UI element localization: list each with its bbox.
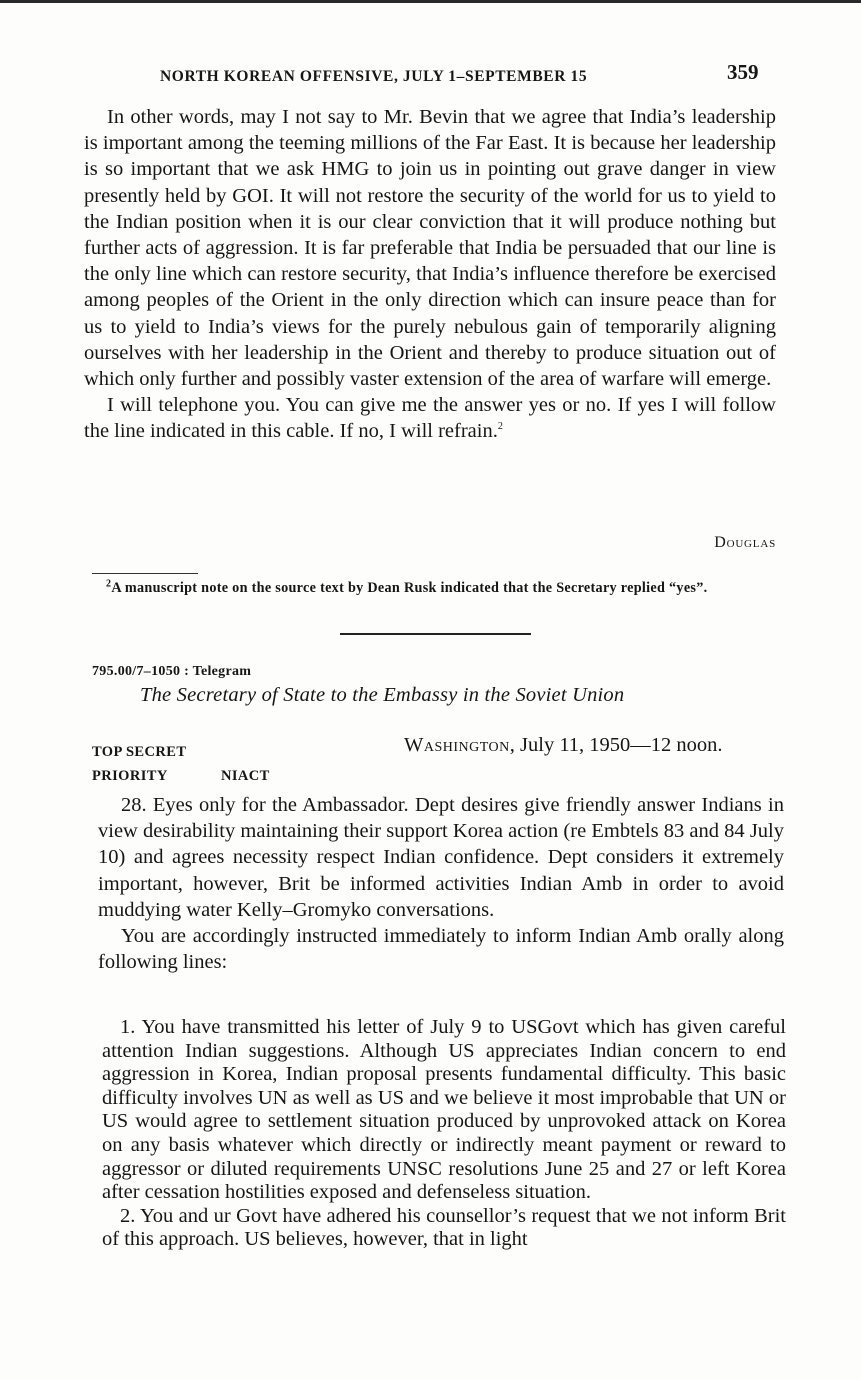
letter-body (84, 104, 776, 445)
numbered-item (102, 1205, 786, 1252)
dateline (404, 734, 723, 757)
dateline-place: Washington (404, 734, 510, 756)
paragraph-text: I will telephone you. You can give me the answer yes or no. If yes I will follow the line indicated in this cable. If no, I will refrain. (84, 394, 776, 443)
item-text: 1. You have transmitted his letter of July 9 to USGovt which has given careful attention Indian suggestions. Although US appreciates Indian concern to end aggression in Korea, Indian proposal presents fundamental difficulty. This basic difficulty involves UN as well as US and we believe it most improbable that UN or US would agree to settlement situation produced by unprovoked attack on Korea on any basis whatever which directly or indirectly meant payment or reward to aggressor or diluted requirements UNSC resolutions June 25 and 27 or left Korea after cessation hostilities exposed and defenseless situation. (102, 1016, 786, 1204)
signature: Douglas (714, 534, 776, 551)
item-text: 2. You and ur Govt have adhered his counsellor’s request that we not inform Brit of this approach. US believes, however, that in light (102, 1204, 786, 1251)
classification-label: TOP SECRET (92, 744, 187, 760)
paragraph (84, 392, 776, 444)
scan-edge-line (0, 0, 861, 3)
priority-label: PRIORITY (92, 768, 168, 784)
paragraph-text: In other words, may I not say to Mr. Bevin that we agree that India’s leadership is important among the teeming millions of the Far East. It is because her leadership is so important that we ask HMG to join us in pointing out grave danger in view presently held by GOI. It will not restore the security of the world for us to yield to the Indian position when it is our clear conviction that it will produce nothing but further acts of aggression. It is far preferable that India be persuaded that our line is the only line which can restore security, that India’s influence therefore be exercised among peoples of the Orient in the only direction which can insure peace than for us to yield to India’s views for the purely nebulous gain of temporarily aligning ourselves with her leadership in the Orient and thereby to produce situation out of which only further and possibly vaster extension of the area of warfare will emerge. (84, 106, 776, 391)
paragraph (84, 104, 776, 392)
section-divider (340, 633, 531, 635)
footnote-reference: 2 (497, 421, 503, 433)
paragraph (98, 792, 784, 923)
numbered-item (102, 1016, 786, 1205)
page-number: 359 (727, 60, 759, 84)
paragraph-text: 28. Eyes only for the Ambassador. Dept desires give friendly answer Indians in view desirability maintaining their support Korea action (re Embtels 83 and 84 July 10) and agrees necessity respect Indian confidence. Dept considers it extremely important, however, Brit be informed activities Indian Amb in order to avoid muddying water Kelly–Gromyko conversations. (98, 794, 784, 921)
running-head: NORTH KOREAN OFFENSIVE, JULY 1–SEPTEMBER 15 (160, 68, 588, 85)
paragraph-text: You are accordingly instructed immediately to inform Indian Amb orally along following lines: (98, 925, 784, 974)
footnote-text: A manuscript note on the source text by Dean Rusk indicated that the Secretary replied “yes”. (111, 580, 708, 596)
document-title: The Secretary of State to the Embassy in the Soviet Union (140, 684, 625, 706)
file-reference: 795.00/7–1050 : Telegram (92, 664, 252, 679)
paragraph (98, 923, 784, 975)
telegram-body (98, 792, 784, 975)
niact-label: NIACT (221, 768, 270, 784)
footnote-divider (92, 573, 198, 574)
footnote-marker: 2 (106, 578, 112, 590)
footnote (92, 578, 778, 598)
dateline-date: , July 11, 1950—12 noon. (509, 734, 723, 756)
numbered-points (102, 1016, 786, 1252)
